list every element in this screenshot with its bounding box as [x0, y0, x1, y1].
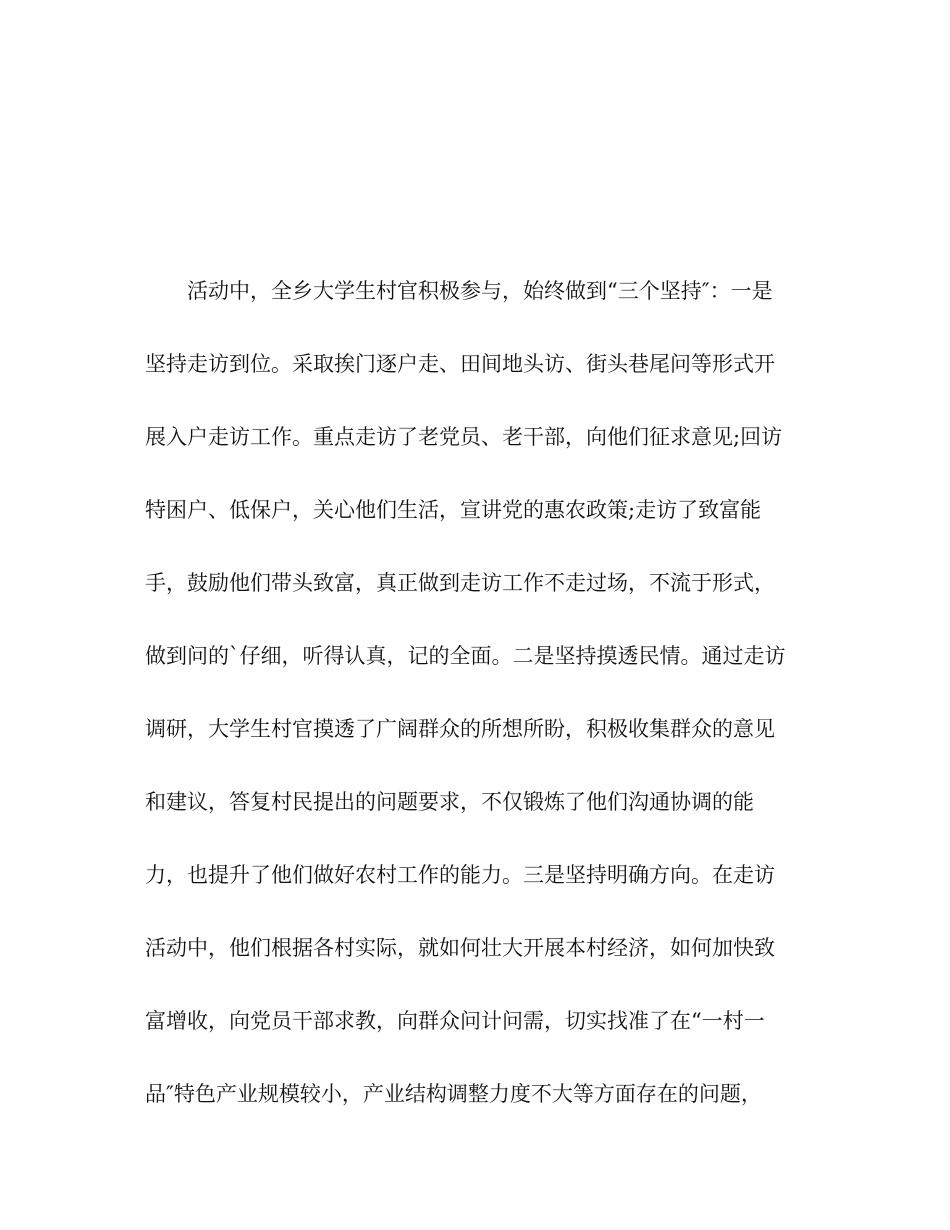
- text-line: 活动中，他们根据各村实际，就如何壮大开展本村经济，如何加快致: [145, 936, 775, 960]
- text-line: 手，鼓励他们带头致富，真正做到走访工作不走过场，不流于形式，: [145, 571, 775, 595]
- text-line: 展入户走访工作。重点走访了老党员、老干部，向他们征求意见;回访: [145, 425, 783, 449]
- text-line: 调研，大学生村官摸透了广阔群众的所想所盼，积极收集群众的意见: [145, 717, 775, 741]
- text-line: 力，也提升了他们做好农村工作的能力。三是坚持明确方向。在走访: [145, 863, 775, 887]
- body-paragraph: [145, 270, 825, 1146]
- text-line: 品″特色产业规模较小，产业结构调整力度不大等方面存在的问题，: [145, 1082, 762, 1106]
- text-line: 特困户、低保户，关心他们生活，宣讲党的惠农政策;走访了致富能: [145, 498, 762, 522]
- text-line: 坚持走访到位。采取挨门逐户走、田间地头访、街头巷尾问等形式开: [145, 352, 775, 376]
- text-line: 和建议，答复村民提出的问题要求，不仅锻炼了他们沟通协调的能: [145, 790, 754, 814]
- text-line: 活动中，全乡大学生村官积极参与，始终做到“三个坚持″：一是: [187, 279, 773, 303]
- text-line: 富增收，向党员干部求教，向群众问计问需，切实找准了在“一村一: [145, 1009, 765, 1033]
- text-line: 做到问的`仔细，听得认真，记的全面。二是坚持摸透民情。通过走访: [145, 644, 786, 668]
